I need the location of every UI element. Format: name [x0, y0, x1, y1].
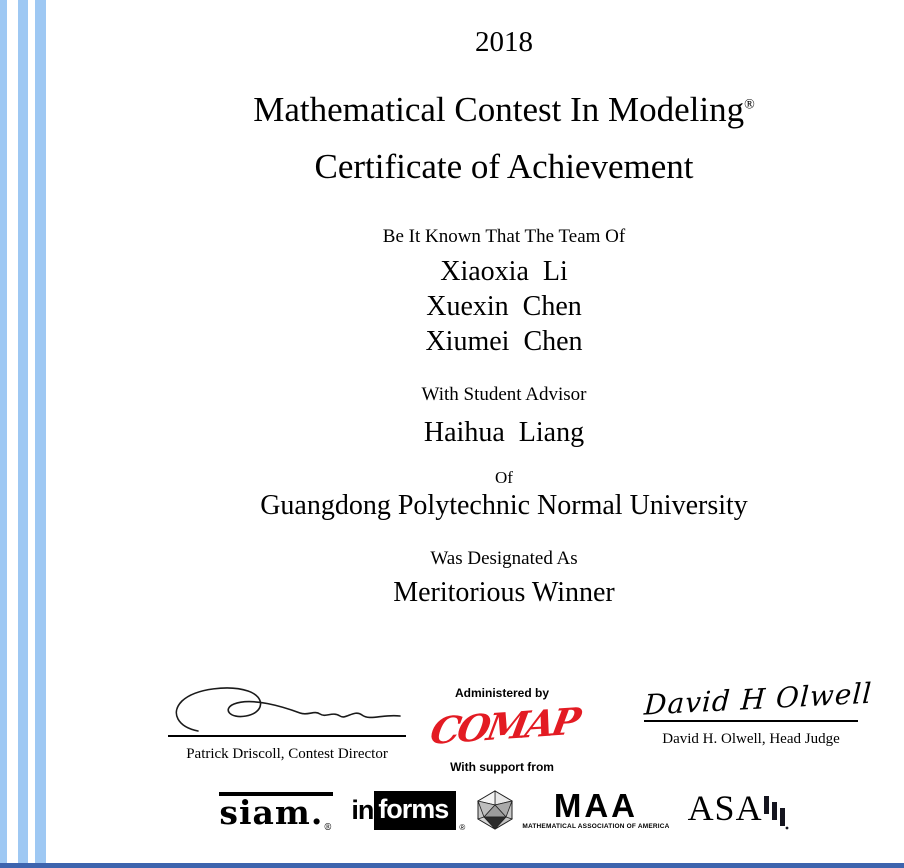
maa-acronym: MAA [553, 787, 639, 825]
left-stripe-3 [35, 0, 46, 863]
informs-text-forms: forms [374, 791, 456, 830]
asa-text: ASA [687, 788, 763, 828]
asa-bars-icon [763, 796, 789, 830]
certificate-title [100, 90, 904, 130]
comap-logo: COMAP [426, 699, 582, 753]
signature-line [644, 720, 858, 722]
designation-text: Meritorious Winner [393, 577, 615, 608]
institution-name: Guangdong Polytechnic Normal University [260, 490, 748, 521]
contest-director-signature-block [168, 683, 406, 763]
certificate-year: 2018 [475, 26, 533, 58]
asa-logo [688, 790, 789, 830]
certificate-subtitle: Certificate of Achievement [314, 147, 694, 186]
team-member-name: Xiaoxia Li [440, 256, 568, 287]
advisor-name: Haihua Liang [423, 417, 585, 448]
signature-line [168, 735, 406, 737]
maa-polyhedron-icon [474, 789, 516, 831]
designation-intro-text: Was Designated As [430, 548, 578, 569]
support-from-label: With support from [450, 760, 554, 774]
team-member-name: Xiumei Chen [425, 326, 583, 357]
of-label: Of [495, 468, 513, 487]
siam-registered-mark: ® [323, 822, 334, 833]
siam-text: siam. [219, 792, 324, 832]
informs-logo [351, 791, 465, 832]
administered-by-label: Administered by [454, 686, 550, 700]
maa-logo [474, 789, 669, 831]
driscoll-signature-icon [168, 683, 406, 735]
contest-director-name: Patrick Driscoll, Contest Director [186, 746, 388, 762]
team-member-name: Xuexin Chen [426, 291, 582, 322]
informs-text-in: in [351, 794, 374, 825]
siam-logo [219, 792, 334, 833]
advisor-intro-text: With Student Advisor [421, 384, 587, 405]
left-stripe-2 [18, 0, 28, 863]
team-intro-text: Be It Known That The Team Of [382, 226, 626, 247]
head-judge-name: David H. Olwell, Head Judge [662, 731, 840, 747]
left-stripe-1 [0, 0, 7, 863]
registered-mark: ® [744, 97, 755, 113]
sponsor-logos-row [100, 783, 904, 837]
maa-text-block [522, 789, 669, 831]
informs-registered-mark: ® [459, 822, 465, 832]
olwell-signature-icon: David H Olwell [643, 676, 874, 722]
title-text: Mathematical Contest In Modeling [253, 90, 745, 129]
maa-subtitle: MATHEMATICAL ASSOCIATION OF AMERICA [522, 823, 670, 831]
bottom-window-bar [0, 863, 904, 868]
administered-by-block [426, 686, 582, 774]
head-judge-signature-block [643, 676, 874, 748]
